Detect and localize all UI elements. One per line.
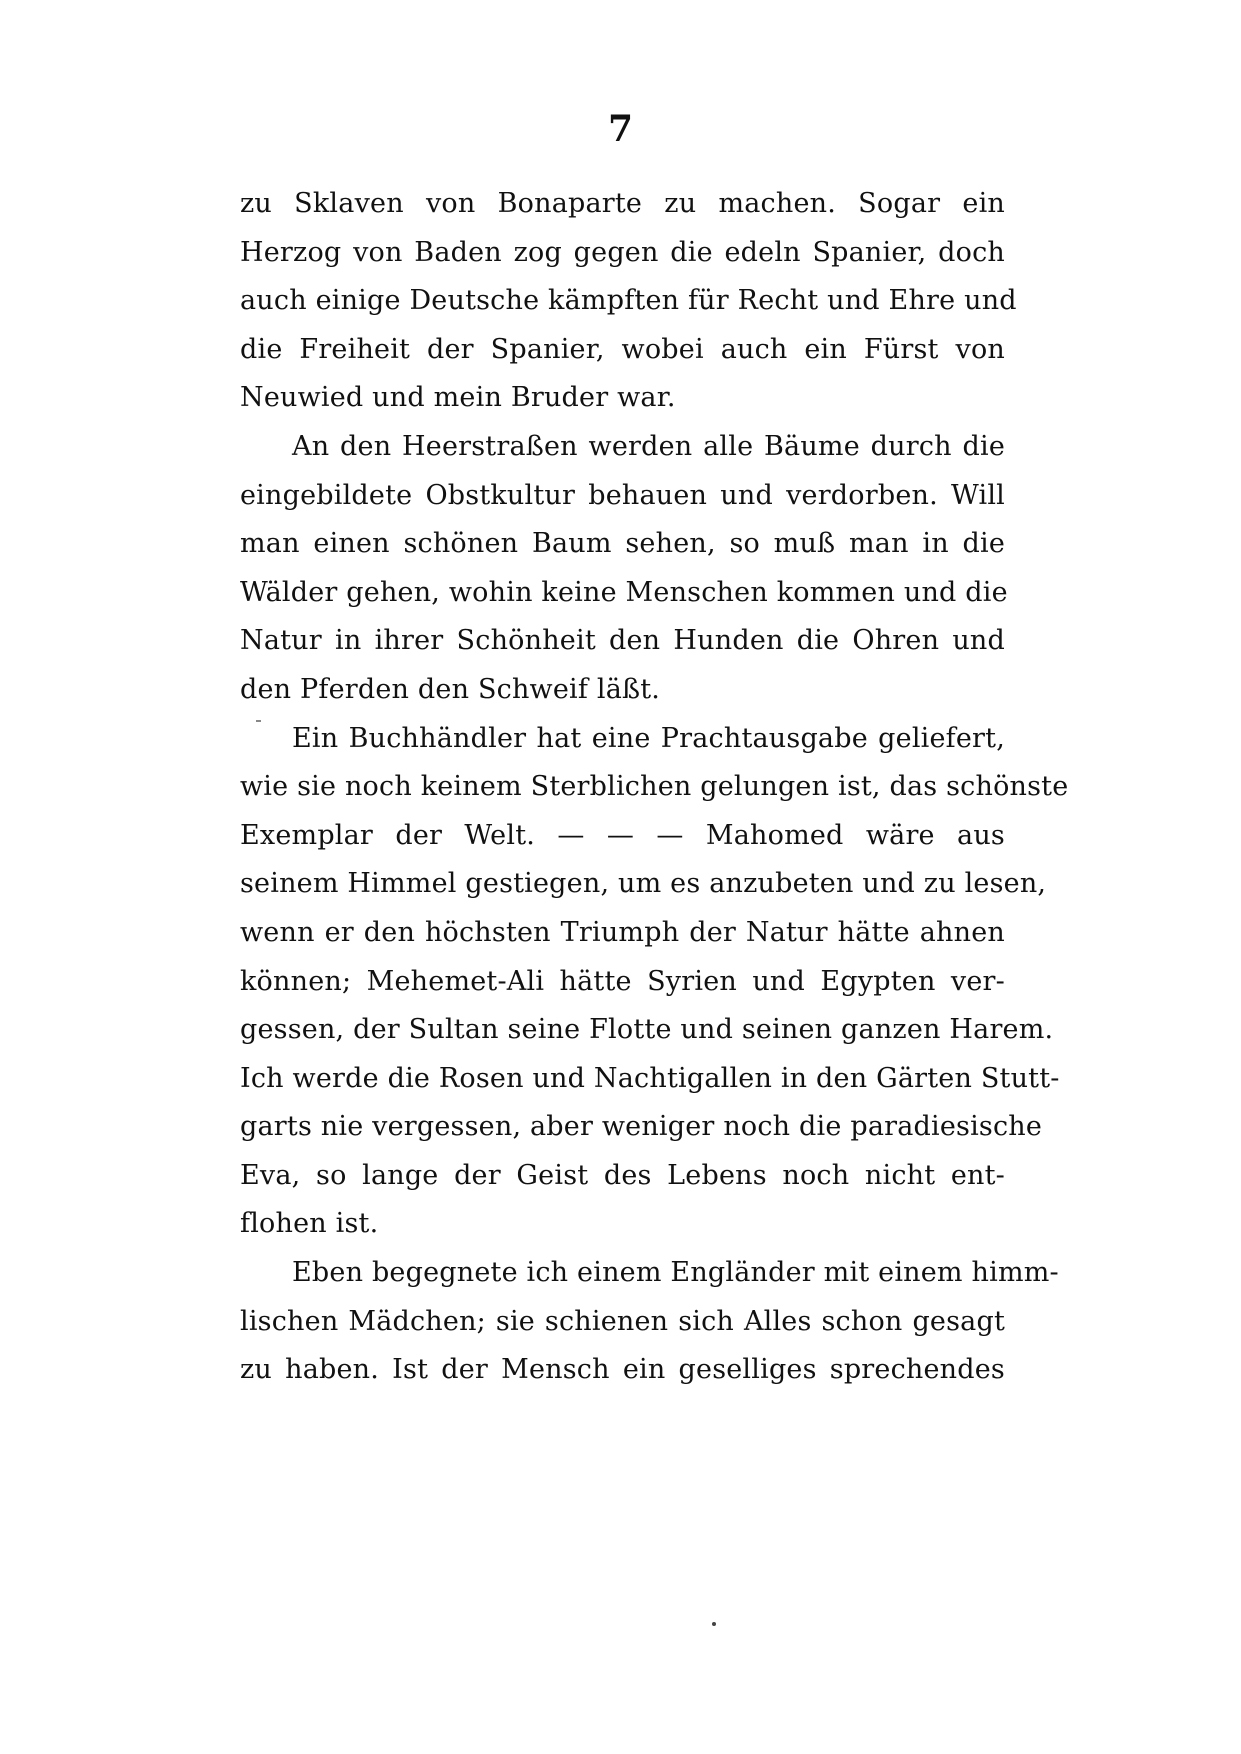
text-line: die Freiheit der Spanier, wobei auch ein Fürst von (240, 333, 1005, 365)
text-line: auch einige Deutsche kämpften für Recht und Ehre und (240, 285, 1017, 317)
text-line: Herzog von Baden zog gegen die edeln Spanier, doch (240, 236, 1005, 268)
text-line: gessen, der Sultan seine Flotte und seinen ganzen Harem. (240, 1014, 1054, 1046)
text-line: flohen ist. (240, 1208, 379, 1240)
text-line: wenn er den höchsten Triumph der Natur hätte ahnen (240, 916, 1005, 948)
print-dot (712, 1622, 716, 1626)
text-line: den Pferden den Schweif läßt. (240, 673, 661, 705)
paragraph-3 (240, 715, 1069, 1250)
text-line: Ich werde die Rosen und Nachtigallen in den Gärten Stutt- (240, 1062, 1060, 1094)
body-text (240, 180, 1069, 1395)
text-line: zu haben. Ist der Mensch ein geselliges sprechendes (240, 1354, 1005, 1386)
text-line: Neuwied und mein Bruder war. (240, 382, 676, 414)
text-line: können; Mehemet-Ali hätte Syrien und Egypten ver- (240, 965, 1005, 997)
text-line: Natur in ihrer Schönheit den Hunden die Ohren und (240, 625, 1005, 657)
paragraph-4 (240, 1249, 1059, 1395)
text-line: lischen Mädchen; sie schienen sich Alles schon gesagt (240, 1305, 1005, 1337)
text-line: wie sie noch keinem Sterblichen gelungen ist, das schönste (240, 771, 1069, 803)
text-line: Ein Buchhändler hat eine Prachtausgabe geliefert, (292, 722, 1005, 754)
page-number: 7 (607, 108, 634, 150)
paragraph-2 (240, 423, 1008, 715)
text-line: Exemplar der Welt. — — — Mahomed wäre aus (240, 819, 1005, 851)
text-line: Eva, so lange der Geist des Lebens noch nicht ent- (240, 1159, 1005, 1191)
text-line: man einen schönen Baum sehen, so muß man in die (240, 528, 1005, 560)
text-line: eingebildete Obstkultur behauen und verdorben. Will (240, 479, 1005, 511)
print-speck (256, 720, 261, 722)
text-line: An den Heerstraßen werden alle Bäume durch die (292, 430, 1005, 462)
text-line: Eben begegnete ich einem Engländer mit einem himm- (292, 1257, 1059, 1289)
paragraph-1 (240, 180, 1017, 423)
text-line: seinem Himmel gestiegen, um es anzubeten und zu lesen, (240, 868, 1047, 900)
text-line: garts nie vergessen, aber weniger noch die paradiesische (240, 1111, 1043, 1143)
text-line: zu Sklaven von Bonaparte zu machen. Sogar ein (240, 188, 1005, 219)
text-line: Wälder gehen, wohin keine Menschen kommen und die (240, 576, 1008, 608)
